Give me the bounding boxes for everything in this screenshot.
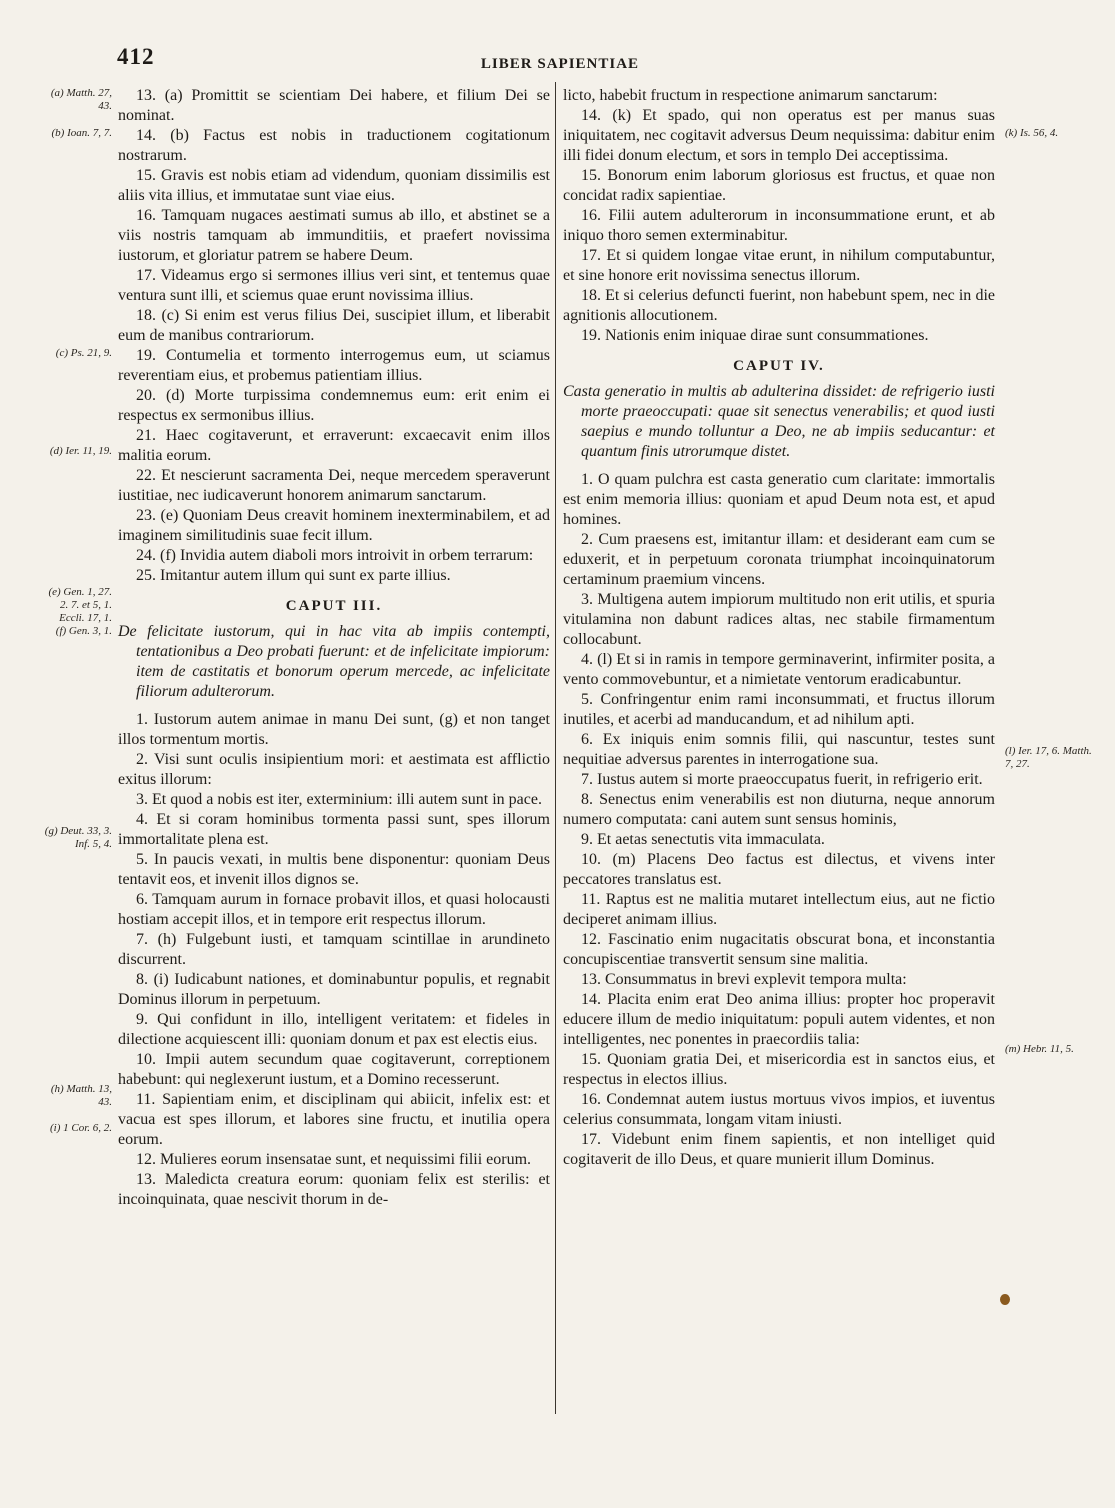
verse: 14. (k) Et spado, qui non operatus est per manus suas iniquitatem, nec cogitavit adversus Deum nequissima: dabitur enim illi fidei donum electum, et sors in templo Dei acceptissima. [563, 107, 995, 164]
running-title: LIBER SAPIENTIAE [480, 56, 640, 72]
verse: 7. (h) Fulgebunt iusti, et tamquam scintillae in arundineto discurrent. [118, 931, 550, 968]
verse: 11. Sapientiam enim, et disciplinam qui abiicit, infelix est: et vacua est spes illorum, et labores sine fructu, et inutilia opera eorum. [118, 1091, 550, 1148]
verse: 12. Mulieres eorum insensatae sunt, et nequissimi filii eorum. [136, 1151, 532, 1168]
chapter-summary-4: Casta generatio in multis ab adulterina dissidet: de refrigerio iusti morte praeoccupati: quae sit senectus venerabilis; et quod iusti saepius e mundo tolluntur a Deo, ne ab impiis seducantur: et quantum finis utrorumque distet. [563, 383, 995, 460]
verse: 5. In paucis vexati, in multis bene disponentur: quoniam Deus tentavit eos, et invenit illos dignos se. [118, 851, 550, 888]
verse: 6. Tamquam aurum in fornace probavit illos, et quasi holocausti hostiam accepit illos, et in tempore erit respectus illorum. [118, 891, 550, 928]
verse: 18. (c) Si enim est verus filius Dei, suscipiet illum, et liberabit eum de manibus contrariorum. [118, 307, 550, 344]
verse: 8. Senectus enim venerabilis est non diuturna, neque annorum numero computata: cani autem sunt sensus hominis, [563, 791, 995, 828]
margin-note-h: (h) Matth. 13, 43. [50, 1083, 112, 1108]
verse: 22. Et nescierunt sacramenta Dei, neque mercedem speraverunt iustitiae, nec iudicaverunt honorem animarum sanctarum. [118, 467, 550, 504]
verse: 17. Videbunt enim finem sapientis, et non intelliget quid cogitaverit de illo Deus, et quare munierit illum Dominus. [563, 1131, 995, 1168]
chapter-heading-3: CAPUT III. [285, 598, 383, 614]
verse: 3. Multigena autem impiorum multitudo non erit utilis, et spuria vitulamina non dabunt radices altas, nec stabile firmamentum collocabunt. [563, 591, 995, 648]
verse: 4. Et si coram hominibus tormenta passi sunt, spes illorum immortalitate plena est. [118, 811, 550, 848]
verse: 4. (l) Et si in ramis in tempore germinaverint, infirmiter posita, a vento commovebuntur, et a nimietate ventorum eradicabuntur. [563, 651, 995, 688]
verse: 23. (e) Quoniam Deus creavit hominem inexterminabilem, et ad imaginem similitudinis suae fecit illum. [118, 507, 550, 544]
verse: 5. Confringentur enim rami inconsummati, et fructus illorum inutiles, et acerbi ad manducandum, et ad nihilum apti. [563, 691, 995, 728]
margin-note-k: (k) Is. 56, 4. [1005, 127, 1059, 139]
margin-note-g: (g) Deut. 33, 3. Inf. 5, 4. [44, 825, 112, 850]
verse: 2. Cum praesens est, imitantur illam: et desiderant eam cum se eduxerit, et in perpetuum coronata triumphat incoinquinatorum certaminum praemium vincens. [563, 531, 995, 588]
verse: 15. Bonorum enim laborum gloriosus est fructus, et quae non concidat radix sapientiae. [563, 167, 995, 204]
verse: 16. Filii autem adulterorum in inconsummatione erunt, et ab iniquo thoro semen exterminabitur. [563, 207, 995, 244]
margin-note-m: (m) Hebr. 11, 5. [1005, 1043, 1074, 1055]
verse: 21. Haec cogitaverunt, et erraverunt: excaecavit enim illos malitia eorum. [118, 427, 550, 464]
verse: 19. Contumelia et tormento interrogemus eum, ut sciamus reverentiam eius, et probemus patientiam illius. [118, 347, 550, 384]
verse: 18. Et si celerius defuncti fuerint, non habebunt spem, nec in die agnitionis allocutionem. [563, 287, 995, 324]
margin-note-b: (b) Ioan. 7, 7. [51, 127, 112, 139]
page-number: 412 [117, 44, 155, 69]
chapter-heading-4: CAPUT IV. [733, 358, 825, 374]
margin-note-c: (c) Ps. 21, 9. [55, 347, 112, 359]
verse: 10. Impii autem secundum quae cogitaverunt, correptionem habebunt: qui neglexerunt iustum, et a Domino recesserunt. [118, 1051, 550, 1088]
verse: 1. Iustorum autem animae in manu Dei sunt, (g) et non tanget illos tormentum mortis. [118, 711, 550, 748]
verse: 13. Maledicta creatura eorum: quoniam felix est sterilis: et incoinquinata, quae nescivit thorum in de- [118, 1171, 550, 1208]
right-column [563, 86, 995, 1170]
margin-note-d: (d) Ier. 11, 19. [49, 445, 112, 457]
verse: 14. Placita enim erat Deo anima illius: propter hoc properavit educere illum de medio iniquitatum: populi autem videntes, et non intelligentes, nec ponentes in praecordiis talia: [563, 991, 995, 1048]
verse: 15. Gravis est nobis etiam ad videndum, quoniam dissimilis est aliis vita illius, et immutatae sunt viae eius. [118, 167, 550, 204]
margin-note-i: (i) 1 Cor. 6, 2. [49, 1122, 112, 1134]
verse: 17. Videamus ergo si sermones illius veri sint, et tentemus quae ventura sunt illi, et sciemus quae erunt novissima illius. [118, 267, 550, 304]
verse: 16. Condemnat autem iustus mortuus vivos impios, et iuventus celerius consummata, longam vitam iniusti. [563, 1091, 995, 1128]
verse: 1. O quam pulchra est casta generatio cum claritate: immortalis est enim memoria illius: quoniam et apud Deum nota est, et apud homines. [563, 471, 995, 528]
verse: 17. Et si quidem longae vitae erunt, in nihilum computabuntur, et sine honore erit novissima senectus illorum. [563, 247, 995, 284]
verse: 9. Et aetas senectutis vita immaculata. [581, 831, 825, 848]
verse: 9. Qui confidunt in illo, intelligent veritatem: et fideles in dilectione acquiescent illi: quoniam donum et pax est electis eius. [118, 1011, 550, 1048]
verse: 13. Consummatus in brevi explevit tempora multa: [581, 971, 907, 988]
column-divider [555, 82, 556, 1414]
verse: 16. Tamquam nugaces aestimati sumus ab illo, et abstinet se a viis nostris tamquam ab immunditiis, et praefert novissima iustorum, et gloriatur patrem se habere Deum. [118, 207, 550, 264]
verse: 12. Fascinatio enim nugacitatis obscurat bona, et inconstantia concupiscentiae transvertit sensum sine malitia. [563, 931, 995, 968]
verse: 8. (i) Iudicabunt nationes, et dominabuntur populis, et regnabit Dominus illorum in perpetuum. [118, 971, 550, 1008]
left-column [118, 86, 550, 1210]
margin-note-f: (f) Gen. 3, 1. [55, 625, 112, 637]
verse: 19. Nationis enim iniquae dirae sunt consummationes. [581, 327, 929, 344]
verse: 24. (f) Invidia autem diaboli mors introivit in orbem terrarum: [136, 547, 534, 564]
chapter-summary-3: De felicitate iustorum, qui in hac vita ab impiis contempti, tentationibus a Deo probati fuerunt: et de infelicitate impiorum: item de castitatis et bonorum operum mercede, ac infelicitate filiorum adulterorum. [118, 623, 550, 700]
verse: 13. (a) Promittit se scientiam Dei habere, et filium Dei se nominat. [118, 87, 550, 124]
verse-continuation: licto, habebit fructum in respectione animarum sanctarum: [563, 87, 938, 104]
margin-note-l: (l) Ier. 17, 6. Matth. 7, 27. [1005, 745, 1092, 770]
verse: 6. Ex iniquis enim somnis filii, qui nascuntur, testes sunt nequitiae adversus parentes in interrogatione sua. [563, 731, 995, 768]
verse: 11. Raptus est ne malitia mutaret intellectum eius, aut ne fictio deciperet animam illius. [563, 891, 995, 928]
margin-note-e: (e) Gen. 1, 27. 2. 7. et 5, 1. Eccli. 17, 1. [48, 586, 112, 624]
margin-note-a: (a) Matth. 27, 43. [50, 87, 112, 112]
verse: 7. Iustus autem si morte praeoccupatus fuerit, in refrigerio erit. [581, 771, 983, 788]
verse: 2. Visi sunt oculis insipientium mori: et aestimata est afflictio exitus illorum: [118, 751, 550, 788]
verse: 25. Imitantur autem illum qui sunt ex parte illius. [136, 567, 451, 584]
paper-stain [1000, 1294, 1010, 1305]
verse: 10. (m) Placens Deo factus est dilectus, et vivens inter peccatores translatus est. [563, 851, 995, 888]
verse: 14. (b) Factus est nobis in traductionem cogitationum nostrarum. [118, 127, 550, 164]
verse: 15. Quoniam gratia Dei, et misericordia est in sanctos eius, et respectus in electos illius. [563, 1051, 995, 1088]
verse: 20. (d) Morte turpissima condemnemus eum: erit enim ei respectus ex sermonibus illius. [118, 387, 550, 424]
verse: 3. Et quod a nobis est iter, exterminium: illi autem sunt in pace. [136, 791, 542, 808]
